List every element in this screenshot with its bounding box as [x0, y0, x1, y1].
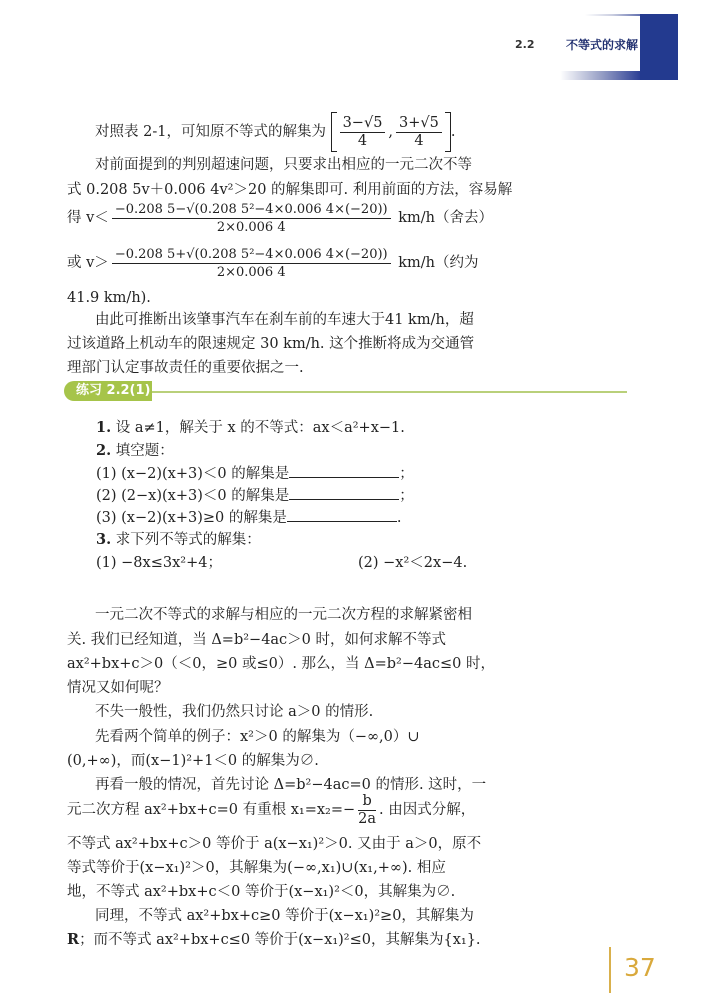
- s2-line10: 不等式 ax²+bx+c＞0 等价于 a(x−x₁)²＞0. 又由于 a＞0，原不: [67, 836, 482, 852]
- exercise-q3-item-2: (2) −x²＜2x−4.: [358, 555, 468, 571]
- exercise-rule: [152, 391, 627, 393]
- s2-line13: 同理，不等式 ax²+bx+c≥0 等价于(x−x₁)²≥0，其解集为: [95, 908, 474, 924]
- solution-set-sentence: 对照表 2-1，可知原不等式的解集为 $\frac{3-√5}{4}$ , $\frac{3+√5}{4}$ .: [95, 112, 455, 152]
- interval-left-fraction: $\frac{3-√5}{4}$: [340, 115, 386, 150]
- exercise-q2-item-2: (2) (2−x)(x+3)＜0 的解集是 ；: [96, 485, 414, 506]
- exercise-q2: 2. 填空题：: [96, 442, 174, 459]
- exercise-q2-item-3: (3) (x−2)(x+3)≥0 的解集是 .: [96, 507, 401, 528]
- double-root-fraction: $\frac{b}{2a}$: [358, 792, 377, 827]
- header-shadow-bar: [560, 71, 640, 80]
- p2-line3: 得 v＜ $\frac{\text{−0.208 5−√(0.208 5²−4×0.006 4×(−20))}}{2\times 0.006 4}$ km/h（舍去）: [67, 201, 493, 235]
- page-number: 37: [624, 953, 656, 982]
- p3-line2: 过该道路上机动车的限速规定 30 km/h. 这个推断将成为交通管: [67, 336, 475, 352]
- exercise-q1: 1. 设 a≠1，解关于 x 的不等式：ax＜a²+x−1.: [96, 419, 405, 436]
- s2-line12: 地，不等式 ax²+bx+c＜0 等价于(x−x₁)²＜0，其解集为∅.: [67, 884, 456, 900]
- s2-line4: 情况又如何呢？: [67, 680, 169, 696]
- s2-line3: ax²+bx+c＞0（＜0，≥0 或≤0）. 那么，当 Δ=b²−4ac≤0 时，: [67, 656, 495, 672]
- s2-line8: 再看一般的情况，首先讨论 Δ=b²−4ac=0 的情形. 这时，一: [95, 777, 487, 793]
- s2-line9: 元二次方程 ax²+bx+c=0 有重根 x₁=x₂=− $\frac{b}{2a}$ . 由因式分解，: [67, 792, 476, 827]
- valid-root-fraction: $\frac{\text{−0.208 5+√(0.208 5²−4×0.006 4×(−20))}}{2\times 0.006 4}$: [112, 246, 391, 281]
- exercise-q3-item-1: (1) −8x≤3x²+4；: [96, 555, 222, 571]
- s2-line6: 先看两个简单的例子：x²＞0 的解集为（−∞,0）∪: [95, 729, 420, 745]
- s2-line11: 等式等价于(x−x₁)²＞0，其解集为(−∞,x₁)∪(x₁,+∞). 相应: [67, 860, 446, 876]
- discarded-root-fraction: $\frac{\text{−0.208 5−√(0.208 5²−4×0.006 4×(−20))}}{2\times 0.006 4}$: [112, 201, 391, 236]
- s2-line2: 关. 我们已经知道，当 Δ=b²−4ac＞0 时，如何求解不等式: [67, 632, 447, 648]
- section-title: 不等式的求解: [566, 38, 639, 52]
- page-number-rule: [609, 947, 611, 993]
- exercise-q3: 3. 求下列不等式的解集：: [96, 531, 261, 548]
- p2-line4: 或 v＞ $\frac{\text{−0.208 5+√(0.208 5²−4×0.006 4×(−20))}}{2\times 0.006 4}$ km/h（约为: [67, 246, 479, 280]
- exercise-badge: 练习 2.2(1): [64, 381, 152, 401]
- interval-right-fraction: $\frac{3+√5}{4}$: [396, 115, 442, 150]
- header-blue-block: [640, 14, 678, 80]
- p3-line1: 由此可推断出该肇事汽车在刹车前的车速大于41 km/h，超: [95, 312, 474, 328]
- answer-blank-2[interactable]: [289, 485, 399, 500]
- p2-line5: 41.9 km/h).: [67, 290, 151, 306]
- answer-blank-3[interactable]: [287, 507, 397, 522]
- p2-line1: 对前面提到的判别超速问题，只要求出相应的一元二次不等: [95, 157, 472, 173]
- section-number: 2.2: [515, 38, 535, 51]
- s2-line1: 一元二次不等式的求解与相应的一元二次方程的求解紧密相: [95, 607, 472, 623]
- s2-line14: R；而不等式 ax²+bx+c≤0 等价于(x−x₁)²≤0，其解集为{x₁}.: [67, 931, 481, 948]
- s2-line7: (0,+∞)，而(x−1)²+1＜0 的解集为∅.: [67, 753, 319, 769]
- s2-line5: 不失一般性，我们仍然只讨论 a＞0 的情形.: [95, 704, 374, 720]
- p3-line3: 理部门认定事故责任的重要依据之一.: [67, 360, 304, 376]
- left-bracket: [331, 112, 337, 152]
- exercise-q2-item-1: (1) (x−2)(x+3)＜0 的解集是 ；: [96, 463, 414, 484]
- answer-blank-1[interactable]: [289, 463, 399, 478]
- p1-text: 对照表 2-1，可知原不等式的解集为: [95, 124, 326, 140]
- p2-line2: 式 0.208 5v＋0.006 4v²＞20 的解集即可. 利用前面的方法，容易解: [67, 182, 513, 198]
